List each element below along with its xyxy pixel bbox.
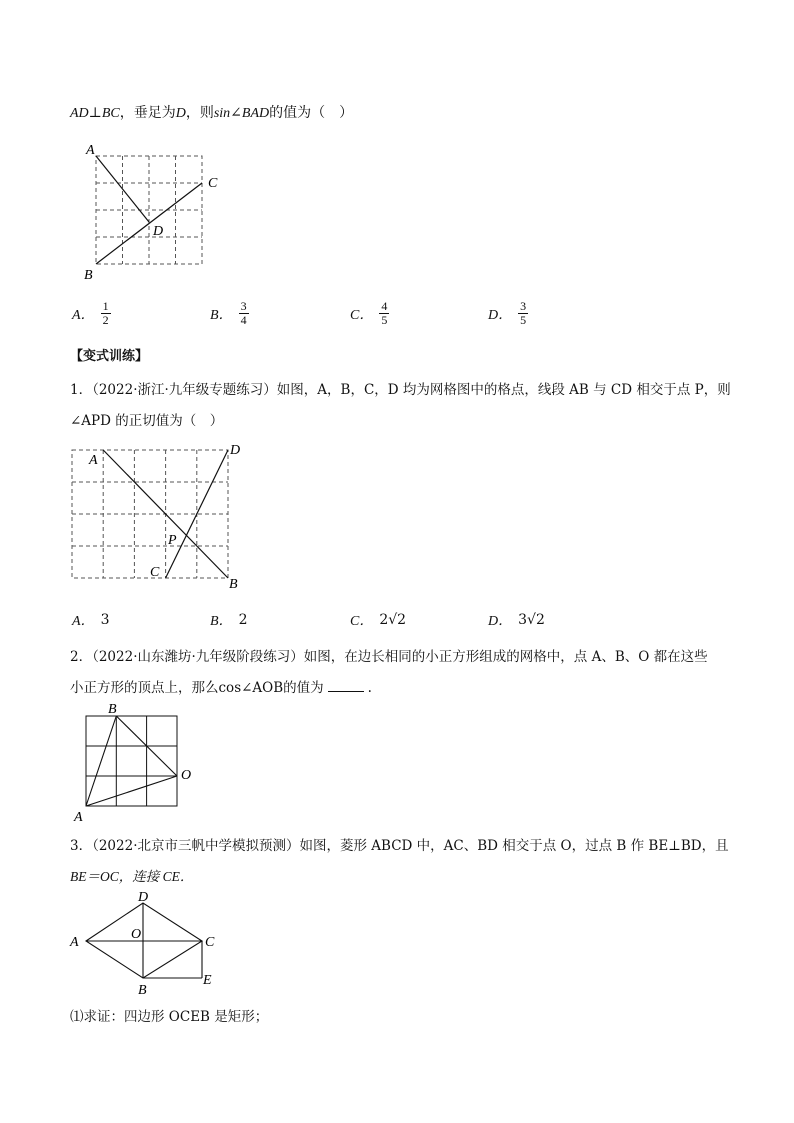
- label-o: O: [181, 768, 192, 783]
- figure-1-grid: [80, 138, 220, 283]
- rhombus-abcd: [86, 903, 202, 978]
- q0-option-b[interactable]: B． $\frac{3}{4}$: [210, 299, 247, 327]
- figure-q2-grid: [70, 700, 200, 822]
- label-c: C: [150, 565, 160, 580]
- label-a: A: [86, 143, 95, 158]
- fraction: $\frac{3}{5}$: [520, 299, 527, 327]
- q1-option-b[interactable]: B． 2: [210, 612, 248, 629]
- label-d: D: [153, 224, 164, 239]
- grid-lines: [86, 716, 177, 806]
- q1-line1: 1．（2022·浙江·九年级专题练习）如图，A，B，C，D 均为网格图中的格点，线段 AB 与 CD 相交于点 P，则: [70, 382, 731, 398]
- q2-line1: 2．（2022·山东潍坊·九年级阶段练习）如图，在边长相同的小正方形组成的网格中，点 A、B、O 都在这些: [70, 649, 708, 665]
- label-a: A: [89, 453, 98, 468]
- q0-option-c[interactable]: C． $\frac{4}{5}$: [350, 299, 388, 327]
- label-b: B: [84, 268, 93, 283]
- q3-line2: BE＝OC，连接 CE．: [70, 869, 194, 884]
- intro-suffix: 的值为（ ）: [269, 105, 354, 121]
- q3-line1: 3．（2022·北京市三帆中学模拟预测）如图，菱形 ABCD 中，AC、BD 相交于点 O，过点 B 作 BE⊥BD，且: [70, 838, 729, 854]
- q1-line2: ∠APD 的正切值为（ ）: [70, 413, 224, 429]
- fraction: $\frac{1}{2}$: [102, 299, 109, 327]
- label-b: B: [108, 702, 117, 717]
- label-d: D: [230, 443, 241, 458]
- intro-expr: sin∠BAD: [213, 106, 270, 121]
- q1-option-c[interactable]: C． 2√2: [350, 612, 407, 629]
- intro-middle: ，垂足为: [119, 105, 176, 121]
- intro-line: [70, 102, 353, 122]
- label-a: A: [70, 935, 79, 950]
- q3-subquestion-1: ⑴求证：四边形 OCEB 是矩形；: [70, 1009, 269, 1025]
- fraction: $\frac{4}{5}$: [381, 299, 388, 327]
- segment-bc: [96, 183, 202, 264]
- q0-option-a[interactable]: A． $\frac{1}{2}$: [72, 299, 109, 327]
- label-c: C: [208, 176, 218, 191]
- label-e: E: [203, 973, 212, 988]
- label-d: D: [138, 890, 149, 905]
- q2-line2: 小正方形的顶点上，那么cos∠AOB的值为 .: [70, 680, 372, 696]
- intro-then: ，则: [185, 105, 214, 121]
- label-o: O: [131, 927, 142, 942]
- label-b: B: [138, 983, 147, 998]
- answer-blank[interactable]: [328, 679, 364, 692]
- label-c: C: [205, 935, 215, 950]
- q1-option-a[interactable]: A． 3: [72, 612, 110, 629]
- figure-q3-rhombus: [66, 888, 226, 1000]
- label-a: A: [74, 810, 83, 822]
- section-title: 【变式训练】: [70, 349, 149, 364]
- intro-d: D: [175, 106, 186, 121]
- label-b: B: [229, 577, 238, 592]
- figure-q1-grid: [62, 440, 252, 592]
- q0-option-d[interactable]: D． $\frac{3}{5}$: [488, 299, 527, 327]
- label-p: P: [168, 533, 177, 548]
- intro-prefix: AD⊥BC: [70, 106, 120, 121]
- fraction: $\frac{3}{4}$: [240, 299, 247, 327]
- triangle-aob: [86, 716, 177, 806]
- grid-lines: [96, 156, 202, 264]
- q1-option-d[interactable]: D． 3√2: [488, 612, 545, 629]
- grid-lines: [72, 450, 228, 578]
